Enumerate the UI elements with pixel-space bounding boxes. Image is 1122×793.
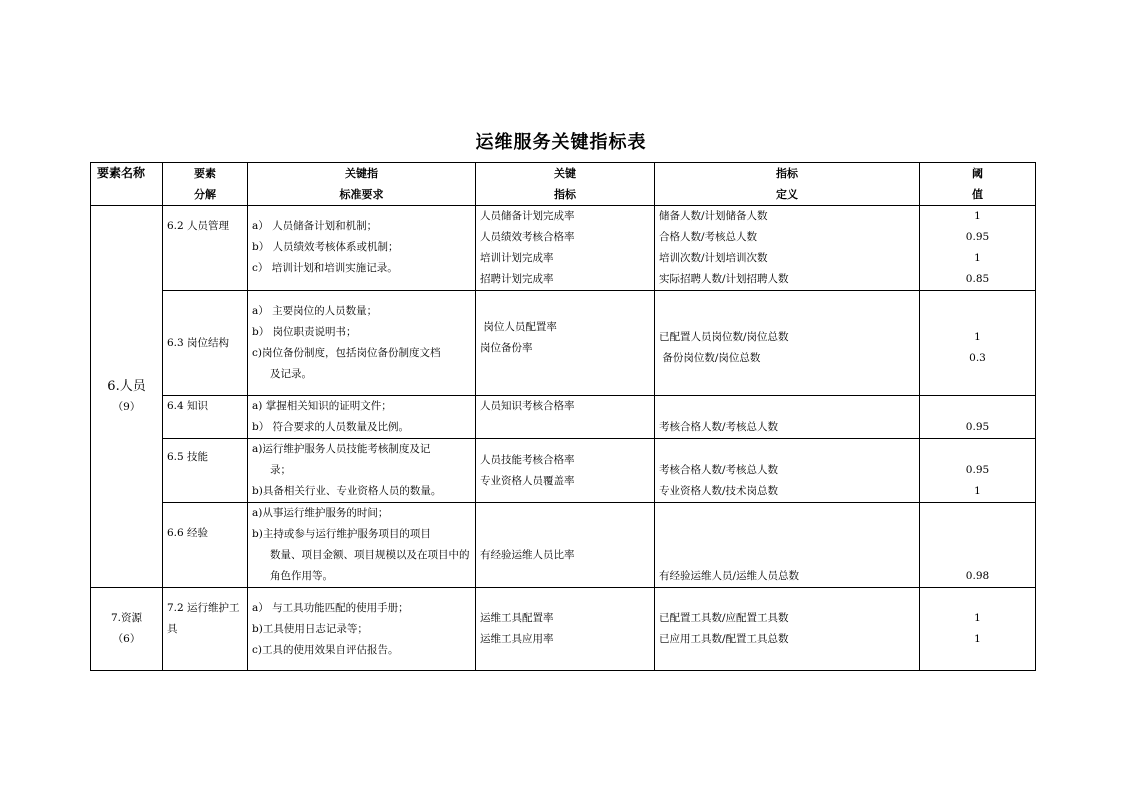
definitions-cell: 已配置人员岗位数/岗位总数 备份岗位数/岗位总数 <box>655 291 920 396</box>
thresholds-cell: 1 0.95 1 0.85 <box>920 206 1036 291</box>
header-definition: 指标 定义 <box>655 163 920 206</box>
thresholds-cell: 0.95 1 <box>920 439 1036 503</box>
indicators-cell: 人员技能考核合格率 专业资格人员覆盖率 <box>476 439 655 503</box>
table-row <box>91 503 1036 588</box>
definitions-cell: 储备人数/计划储备人数 合格人数/考核总人数 培训次数/计划培训次数 实际招聘人数/计划招聘人数 <box>655 206 920 291</box>
requirements-cell: a)从事运行维护服务的时间； b)主持或参与运行维护服务项目的项目 数量、项目金额、项目规模以及在项目中的角色作用等。 <box>248 503 476 588</box>
table-row <box>91 396 1036 439</box>
table-row <box>91 439 1036 503</box>
table-row <box>91 291 1036 396</box>
element-cell: 6.6 经验 <box>163 503 248 588</box>
requirements-cell: a） 与工具功能匹配的使用手册； b)工具使用日志记录等； c)工具的使用效果自评估报告。 <box>248 588 476 671</box>
definitions-cell: 考核合格人数/考核总人数 专业资格人数/技术岗总数 <box>655 439 920 503</box>
definitions-cell: 考核合格人数/考核总人数 <box>655 396 920 439</box>
requirements-cell: a)运行维护服务人员技能考核制度及记 录； b)具备相关行业、专业资格人员的数量。 <box>248 439 476 503</box>
document-title: 运维服务关键指标表 <box>475 132 647 153</box>
indicators-cell: 运维工具配置率 运维工具应用率 <box>476 588 655 671</box>
element-cell: 6.4 知识 <box>163 396 248 439</box>
thresholds-cell: 0.98 <box>920 503 1036 588</box>
kpi-table <box>90 162 1036 671</box>
table-row <box>91 206 1036 291</box>
indicators-cell: 人员知识考核合格率 <box>476 396 655 439</box>
header-indicator: 关键 指标 <box>476 163 655 206</box>
indicators-cell: 有经验运维人员比率 <box>476 503 655 588</box>
thresholds-cell: 0.95 <box>920 396 1036 439</box>
group-personnel: 6.人员 （9） <box>91 206 163 588</box>
definitions-cell: 已配置工具数/应配置工具数 已应用工具数/配置工具总数 <box>655 588 920 671</box>
header-requirement: 关键指 标准要求 <box>248 163 476 206</box>
group-resources: 7.资源 （6） <box>91 588 163 671</box>
definitions-cell: 有经验运维人员/运维人员总数 <box>655 503 920 588</box>
indicators-cell: 岗位人员配置率 岗位备份率 <box>476 291 655 396</box>
requirements-cell: a) 掌握相关知识的证明文件； b） 符合要求的人员数量及比例。 <box>248 396 476 439</box>
element-cell: 7.2 运行维护工具 <box>163 588 248 671</box>
thresholds-cell: 1 0.3 <box>920 291 1036 396</box>
thresholds-cell: 1 1 <box>920 588 1036 671</box>
header-decomposition: 要素 分解 <box>163 163 248 206</box>
indicators-cell: 人员储备计划完成率 人员绩效考核合格率 培训计划完成率 招聘计划完成率 <box>476 206 655 291</box>
table-row <box>91 588 1036 671</box>
header-threshold: 阈 值 <box>920 163 1036 206</box>
element-cell: 6.3 岗位结构 <box>163 291 248 396</box>
header-element-name: 要素名称 <box>91 163 163 206</box>
requirements-cell: a） 主要岗位的人员数量； b） 岗位职责说明书； c)岗位备份制度，包括岗位备份制度文档 及记录。 <box>248 291 476 396</box>
element-cell: 6.5 技能 <box>163 439 248 503</box>
requirements-cell: a） 人员储备计划和机制； b） 人员绩效考核体系或机制； c） 培训计划和培训实施记录。 <box>248 206 476 291</box>
header-row <box>91 163 1036 206</box>
element-cell: 6.2 人员管理 <box>163 206 248 291</box>
